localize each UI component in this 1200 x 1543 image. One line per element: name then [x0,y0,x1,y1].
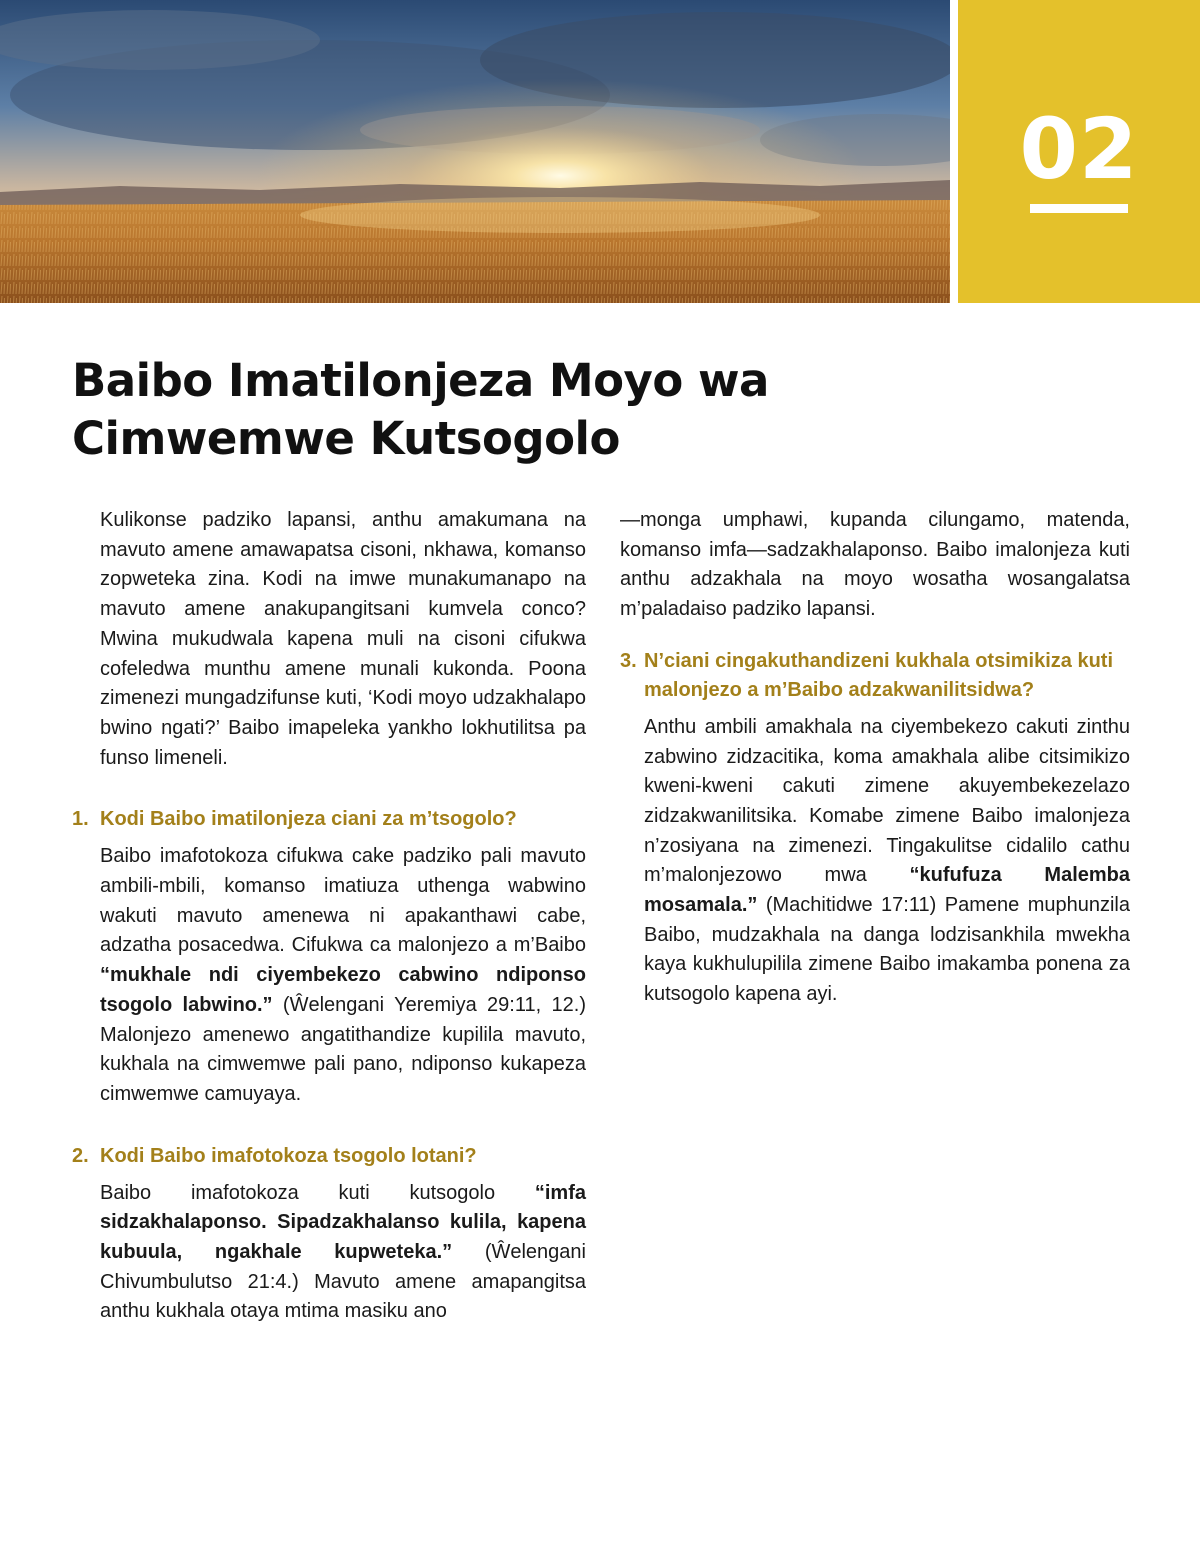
page-title-line-1: Baibo Imatilonjeza Moyo wa [72,354,769,407]
answer-3-paragraph [644,713,1130,1010]
answer-3-text-b: (Machitidwe 17:11) Pamene muphunzila Baibo, mudzakhala na danga lodzisankhila mwekha kaya kukhulupilila zimene Baibo imakamba ponena za kutsogolo kapena ayi. [644,894,1130,1006]
question-1-number: 1. [72,808,89,831]
answer-3-text-a: Anthu ambili amakhala na ciyembekezo cakuti zinthu zabwino zidzacitika, koma amakhala alibe citsimikizo kweni-kweni cakuti zimene akuyembekezelazo zidzakwanilitsika. Komabe zimene Baibo imalonjeza n’zosiyana na zimenezi. Tingakulitse cidalilo cathu m’malonjezowo mwa [644,715,1130,887]
answer-1-text-a: Baibo imafotokoza cifukwa cake padziko pali mavuto ambili-mbili, komanso imatiuza uthenga wabwino wakuti mavuto amenewa ni apakanthawi cabe, adzatha posacedwa. Cifukwa ca malonjezo a m’Baibo [100,845,586,957]
answer-2-quote: “imfa sidzakhalaponso. Sipadzakhalanso kulila, kapena kubuula, ngakhale kupweteka.” [100,1181,586,1264]
intro-paragraph: Kulikonse padziko lapansi, anthu amakumana na mavuto amene amawapatsa cisoni, nkhawa, komanso zopweteka zina. Kodi na imwe munakumanapo na mavuto amene anakupangitsani kumvela conco? Mwina mukudwala kapena muli na cisoni cifukwa cofeledwa munthu amene munali kukonda. Poona zimenezi mungadzifunse kuti, ‘Kodi moyo udzakhalapo bwino ngati?’ Baibo imapeleka yankho lokhutilitsa pa funso limeneli. [100,509,586,769]
answer-1-paragraph [100,842,586,1109]
question-2 [72,1142,586,1171]
answer-2-text-b: (Ŵelengani Chivumbulutso 21:4.) Mavuto amene amapangitsa anthu kukhala otaya mtima masiku ano [100,1241,586,1323]
question-3-number: 3. [620,649,637,672]
answer-2-text-a: Baibo imafotokoza kuti kutsogolo [100,1181,535,1204]
right-column [616,506,1130,1010]
page-title [72,352,1072,468]
hero-image [0,0,950,303]
left-column [72,506,586,1327]
answer-3-quote: “kufufuza Malemba mosamala.” [644,864,1130,917]
question-1 [72,805,586,834]
page-title-line-2: Cimwemwe Kutsogolo [72,412,620,465]
answer-1-text-b: (Ŵelengani Yeremiya 29:11, 12.) Malonjezo amenewo angatithandize kupilila mavuto, kukhala na cimwemwe pali pano, ndiponso kukapeza cimwemwe camuyaya. [100,993,586,1105]
chapter-underline [1030,204,1128,213]
question-3-text: N’ciani cingakuthandizeni kukhala otsimikiza kuti malonjezo a m’Baibo adzakwanilitsidwa? [644,649,1114,701]
question-2-text: Kodi Baibo imafotokoza tsogolo lotani? [100,1144,477,1167]
chapter-number: 02 [1019,100,1139,198]
question-1-text: Kodi Baibo imatilonjeza ciani za m’tsogolo? [100,808,517,831]
answer-1-quote: “mukhale ndi ciyembekezo cabwino ndiponso tsogolo labwino.” [100,964,586,1016]
question-3 [620,647,1130,705]
question-2-number: 2. [72,1144,89,1167]
chapter-badge [958,0,1200,303]
answer-2-paragraph [100,1179,586,1328]
answer-2-continuation: —monga umphawi, kupanda cilungamo, matenda, komanso imfa—sadzakhalaponso. Baibo imalonjeza kuti anthu adzakhala na moyo wosatha wosangalatsa m’paladaiso padziko lapansi. [620,509,1130,621]
